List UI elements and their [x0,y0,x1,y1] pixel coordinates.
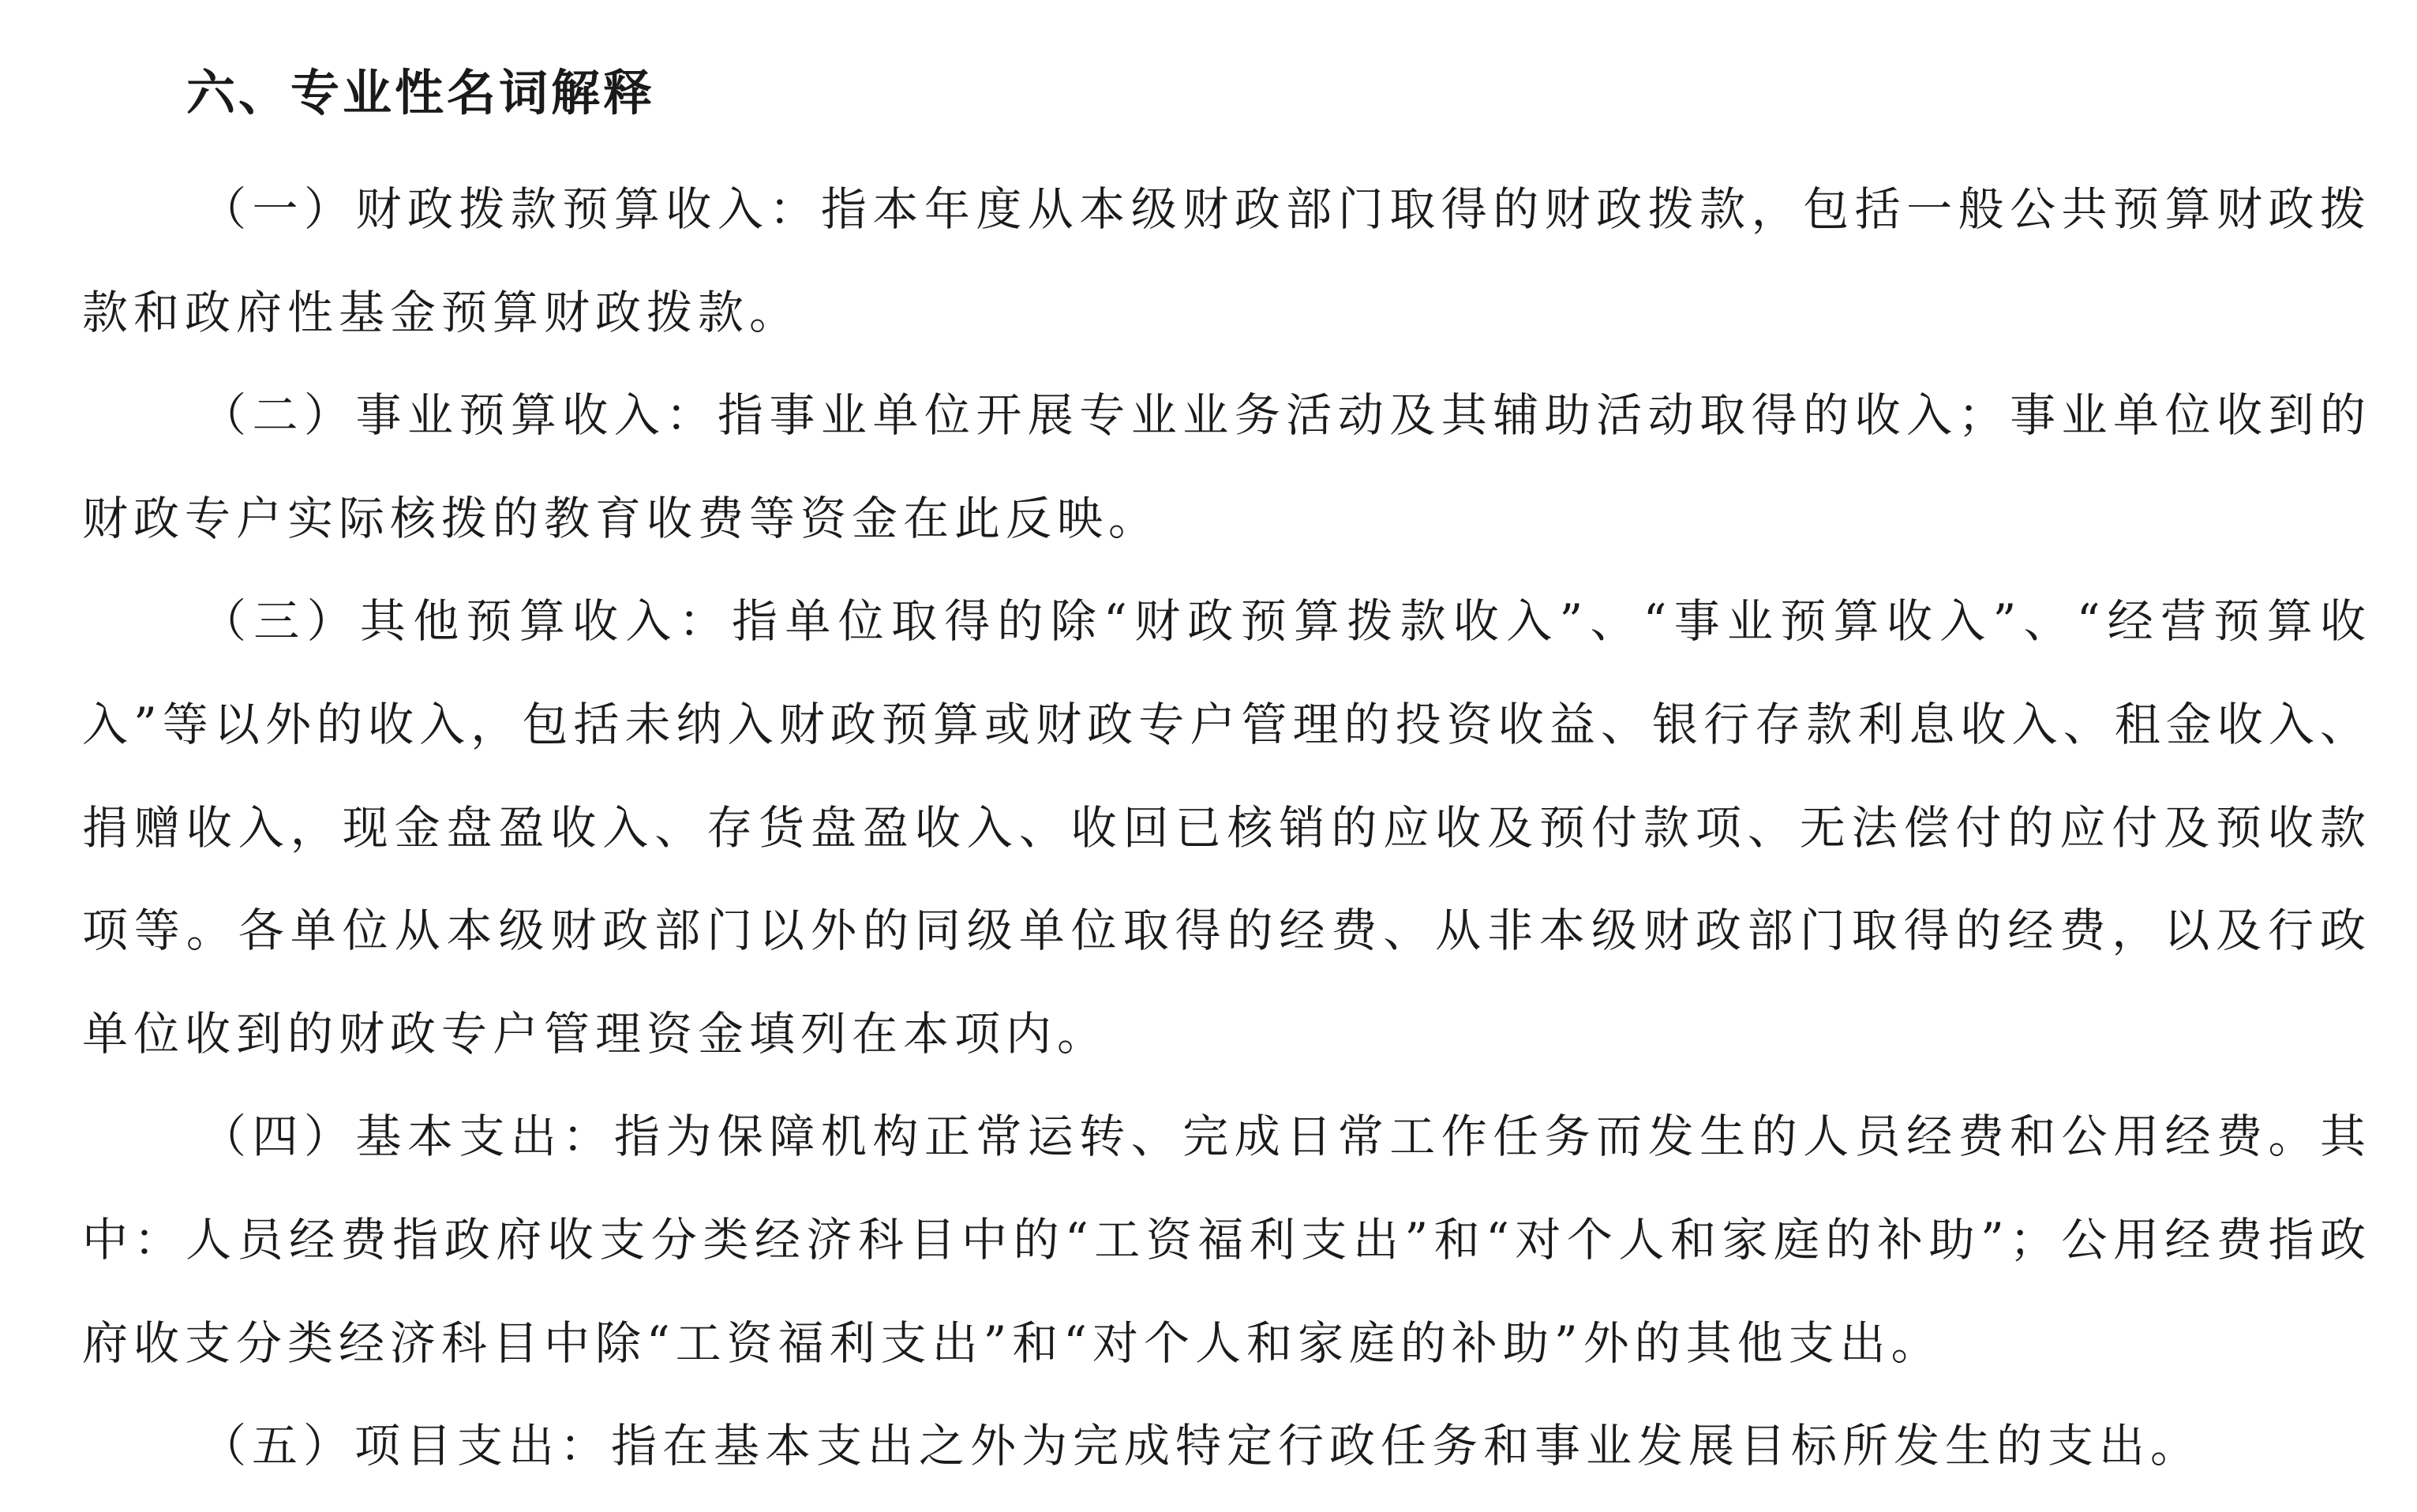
definitions-body [82,158,2371,1498]
definition-paragraph-2: （二）事业预算收入：指事业单位开展专业业务活动及其辅助活动取得的收入；事业单位收到的财政专户实际核拨的教育收费等资金在此反映。 [82,388,2371,545]
definition-paragraph-5: （五）项目支出：指在基本支出之外为完成特定行政任务和事业发展目标所发生的支出。 [200,1419,2202,1473]
definition-paragraph-1: （一）财政拨款预算收入：指本年度从本级财政部门取得的财政拨款，包括一般公共预算财政拨款和政府性基金预算财政拨款。 [82,182,2371,339]
definition-paragraph-3: （三）其他预算收入：指单位取得的除“财政预算拨款收入”、“事业预算收入”、“经营预算收入”等以外的收入，包括未纳入财政预算或财政专户管理的投资收益、银行存款利息收入、租金收入、捐赠收入，现金盘盈收入、存货盘盈收入、收回已核销的应收及预付款项、无法偿付的应付及预收款项等。各单位从本级财政部门以外的同级单位取得的经费、从非本级财政部门取得的经费，以及行政单位收到的财政专户管理资金填列在本项内。 [82,594,2371,1061]
section-title: 六、专业性名词解释 [186,64,656,122]
definition-paragraph-4: （四）基本支出：指为保障机构正常运转、完成日常工作任务而发生的人员经费和公用经费。其中：人员经费指政府收支分类经济科目中的“工资福利支出”和“对个人和家庭的补助”；公用经费指政府收支分类经济科目中除“工资福利支出”和“对个人和家庭的补助”外的其他支出。 [82,1110,2371,1370]
